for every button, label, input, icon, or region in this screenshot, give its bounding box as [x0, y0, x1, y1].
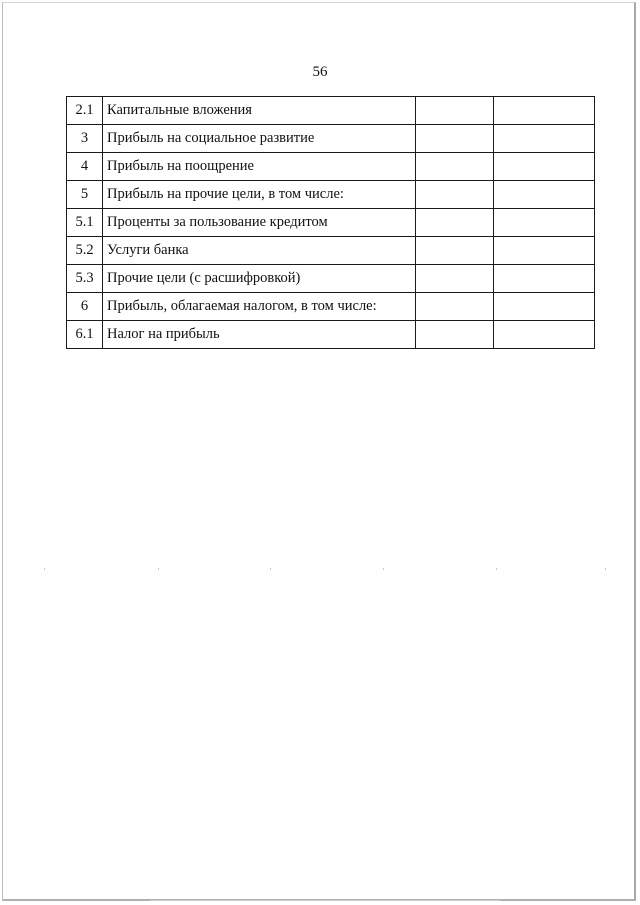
data-table — [66, 96, 595, 349]
value-cell-2 — [494, 321, 595, 349]
value-cell-2 — [494, 153, 595, 181]
table-row — [67, 265, 595, 293]
row-number: 6 — [67, 293, 103, 321]
value-cell-1 — [416, 237, 494, 265]
value-cell-1 — [416, 321, 494, 349]
row-number: 5.2 — [67, 237, 103, 265]
row-label: Капитальные вложения — [103, 97, 416, 125]
row-label: Прочие цели (с расшифровкой) — [103, 265, 416, 293]
value-cell-2 — [494, 293, 595, 321]
row-number: 5 — [67, 181, 103, 209]
value-cell-1 — [416, 153, 494, 181]
scan-edge-shadow — [150, 900, 500, 901]
value-cell-1 — [416, 181, 494, 209]
row-label: Проценты за пользование кредитом — [103, 209, 416, 237]
table-row — [67, 237, 595, 265]
row-number: 2.1 — [67, 97, 103, 125]
row-number: 3 — [67, 125, 103, 153]
value-cell-2 — [494, 265, 595, 293]
row-label: Налог на прибыль — [103, 321, 416, 349]
table-row — [67, 153, 595, 181]
row-label: Прибыль на социальное развитие — [103, 125, 416, 153]
row-number: 5.1 — [67, 209, 103, 237]
page-number: 56 — [312, 64, 328, 80]
value-cell-1 — [416, 265, 494, 293]
value-cell-2 — [494, 181, 595, 209]
row-number: 6.1 — [67, 321, 103, 349]
value-cell-2 — [494, 97, 595, 125]
table-row — [67, 321, 595, 349]
row-label: Прибыль на поощрение — [103, 153, 416, 181]
table-row — [67, 293, 595, 321]
table-row — [67, 209, 595, 237]
value-cell-1 — [416, 293, 494, 321]
value-cell-2 — [494, 209, 595, 237]
value-cell-1 — [416, 97, 494, 125]
value-cell-1 — [416, 125, 494, 153]
table-row — [67, 181, 595, 209]
row-label: Услуги банка — [103, 237, 416, 265]
scan-artifact-dots — [0, 568, 640, 572]
table-row — [67, 125, 595, 153]
row-number: 5.3 — [67, 265, 103, 293]
row-number: 4 — [67, 153, 103, 181]
value-cell-1 — [416, 209, 494, 237]
row-label: Прибыль, облагаемая налогом, в том числе: — [103, 293, 416, 321]
row-label: Прибыль на прочие цели, в том числе: — [103, 181, 416, 209]
value-cell-2 — [494, 237, 595, 265]
value-cell-2 — [494, 125, 595, 153]
table-row — [67, 97, 595, 125]
